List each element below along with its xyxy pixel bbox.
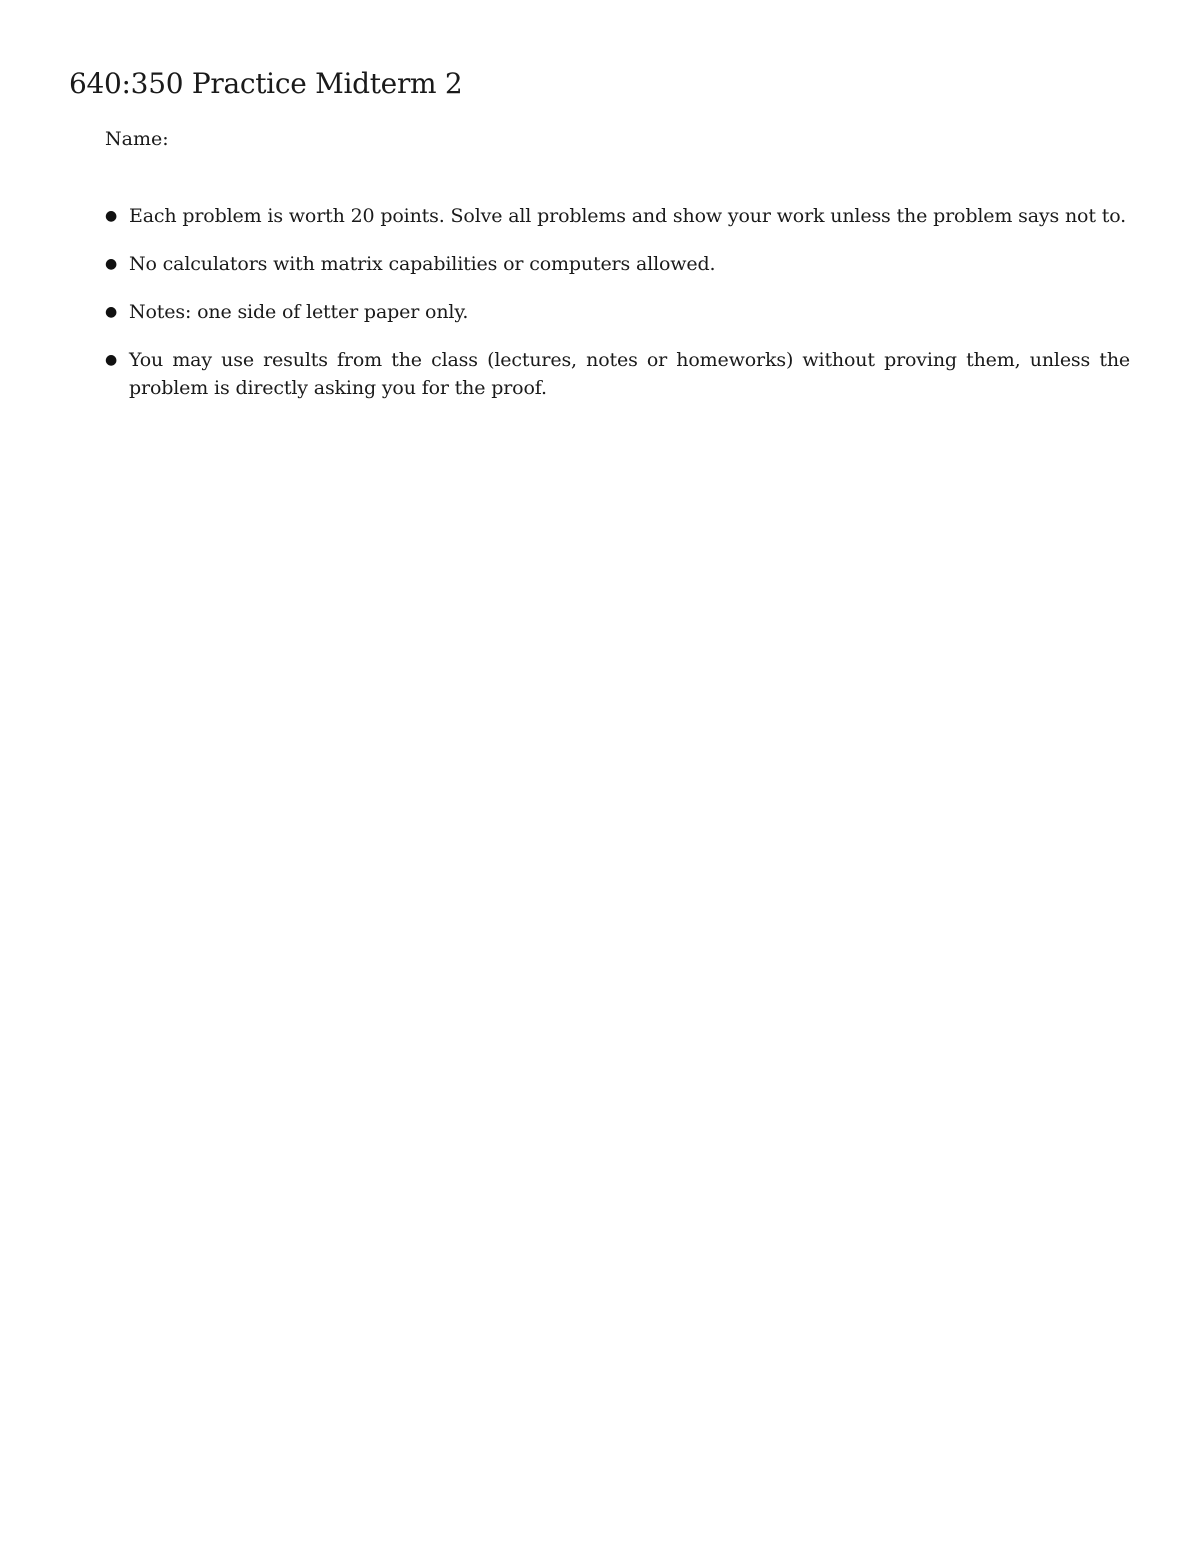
instructions-list (105, 202, 1130, 422)
instruction-item (105, 298, 1130, 326)
page-title: 640:350 Practice Midterm 2 (69, 67, 463, 100)
name-label: Name: (105, 128, 169, 150)
instruction-text: You may use results from the class (lectures, notes or homeworks) without proving them, unless the problem is directly asking you for the proof. (129, 349, 1130, 399)
bullet-icon: ● (105, 352, 118, 368)
bullet-icon: ● (105, 208, 118, 224)
instruction-text: Each problem is worth 20 points. Solve all problems and show your work unless the problem says not to. (129, 205, 1127, 227)
instruction-text: Notes: one side of letter paper only. (129, 301, 469, 323)
instruction-item (105, 202, 1130, 230)
bullet-icon: ● (105, 256, 118, 272)
instruction-item (105, 346, 1130, 402)
instruction-text: No calculators with matrix capabilities or computers allowed. (129, 253, 716, 275)
bullet-icon: ● (105, 304, 118, 320)
instruction-item (105, 250, 1130, 278)
